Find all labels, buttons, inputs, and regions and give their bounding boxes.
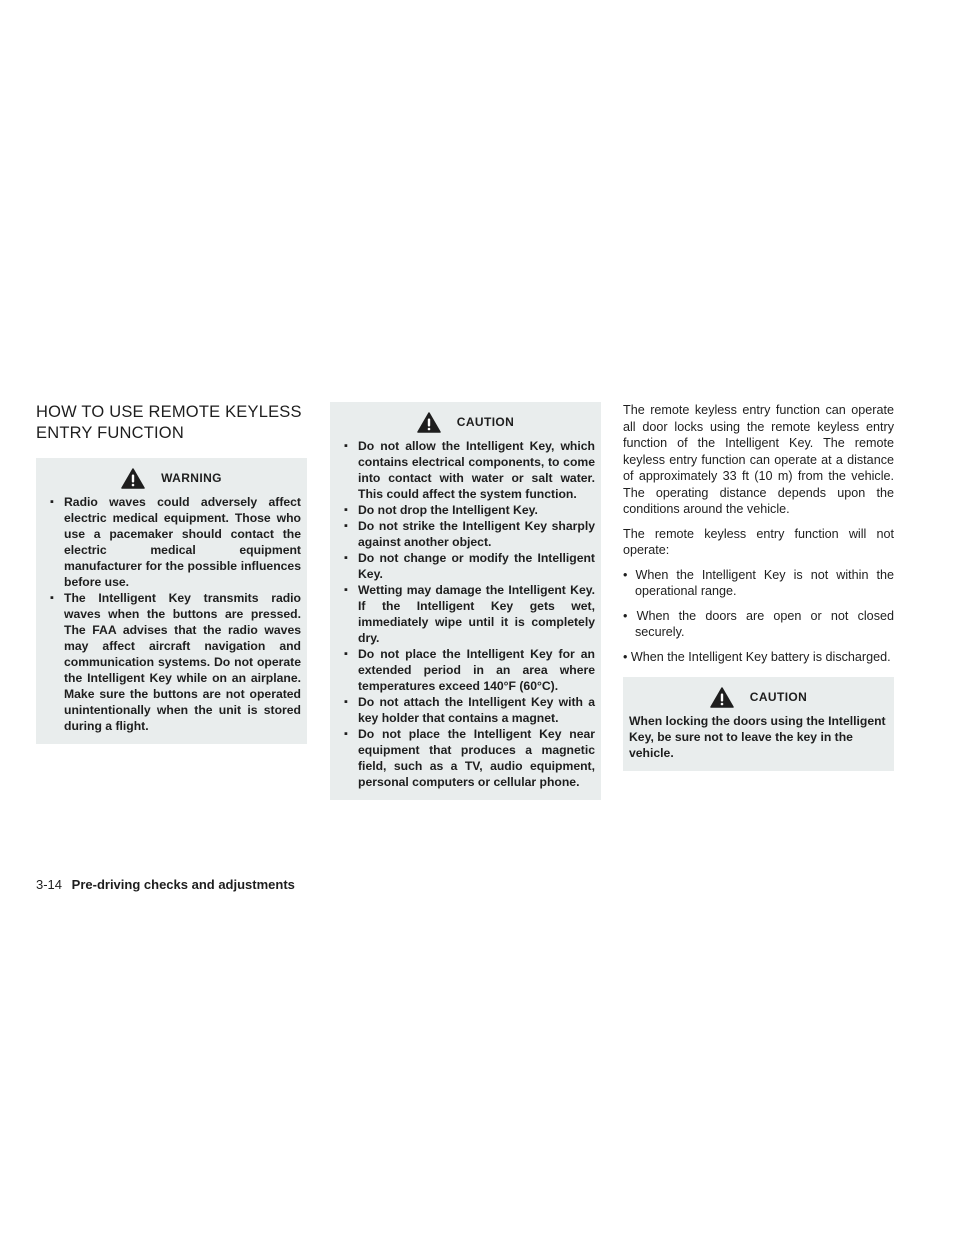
warning-list: [42, 494, 301, 734]
body-paragraph: The remote keyless entry function can operate all door locks using the remote keyless entry function of the Intelligent Key. The remote keyless entry function can operate at a distance of approximately 33 ft (10 m) from the vehicle. The operating distance depends upon the conditions around the vehicle.: [623, 403, 894, 516]
list-item: • When the doors are open or not closed securely.: [623, 608, 894, 639]
section-title: Pre-driving checks and adjustments: [71, 877, 295, 892]
caution-item: ▪ Do not place the Intelligent Key for an extended period in an area where temperatures exceed 140°F (60°C).: [336, 646, 595, 694]
section-heading: [36, 402, 307, 444]
caution-item: ▪ Do not place the Intelligent Key near equipment that produces a magnetic field, such as a TV, audio equipment, personal computers or cellular phone.: [336, 726, 595, 790]
warning-item: ▪ Radio waves could adversely affect electric medical equipment. Those who use a pacemaker should contact the electric medical equipment manufacturer for the possible influences before use.: [42, 494, 301, 590]
warning-title: WARNING: [161, 471, 222, 485]
column-middle: [330, 402, 601, 800]
exclamation-triangle-icon: [417, 412, 441, 433]
caution-item: ▪ Do not drop the Intelligent Key.: [336, 502, 595, 518]
caution-item: ▪ Do not change or modify the Intelligent Key.: [336, 550, 595, 582]
caution-header: [629, 685, 888, 709]
caution-header: [336, 410, 595, 434]
exclamation-triangle-icon: [121, 468, 145, 489]
heading-line-2: ENTRY FUNCTION: [36, 424, 184, 442]
warning-header: [42, 466, 301, 490]
caution-list: [336, 438, 595, 790]
page-footer: [36, 877, 295, 892]
exclamation-triangle-icon: [710, 687, 734, 708]
caution-box: [330, 402, 601, 800]
body-paragraph: The remote keyless entry function will not operate:: [623, 526, 894, 557]
caution-item: ▪ Wetting may damage the Intelligent Key. If the Intelligent Key gets wet, immediately wipe until it is completely dry.: [336, 582, 595, 646]
list-item: • When the Intelligent Key is not within the operational range.: [623, 567, 894, 598]
list-item: • When the Intelligent Key battery is discharged.: [623, 649, 891, 664]
caution-title: CAUTION: [749, 690, 808, 704]
condition-list: [623, 567, 894, 666]
caution-item: ▪ Do not attach the Intelligent Key with a key holder that contains a magnet.: [336, 694, 595, 726]
caution-text: When locking the doors using the Intelligent Key, be sure not to leave the key in the vehicle.: [629, 714, 886, 760]
caution-item: ▪ Do not allow the Intelligent Key, which contains electrical components, to come into contact with water or salt water. This could affect the system function.: [336, 438, 595, 502]
caution-title: CAUTION: [456, 415, 515, 429]
heading-line-1: HOW TO USE REMOTE KEYLESS: [36, 403, 302, 421]
column-left: [36, 402, 307, 744]
caution-item: ▪ Do not strike the Intelligent Key sharply against another object.: [336, 518, 595, 550]
caution-box: [623, 677, 894, 771]
page-number: 3-14: [36, 877, 63, 892]
warning-item: ▪ The Intelligent Key transmits radio waves when the buttons are pressed. The FAA advises that the radio waves may affect aircraft navigation and communication systems. Do not operate the Intelligent Key while on an airplane. Make sure the buttons are not operated unintentionally when the unit is stored during a flight.: [42, 590, 301, 734]
column-right: [623, 402, 894, 771]
warning-box: [36, 458, 307, 744]
